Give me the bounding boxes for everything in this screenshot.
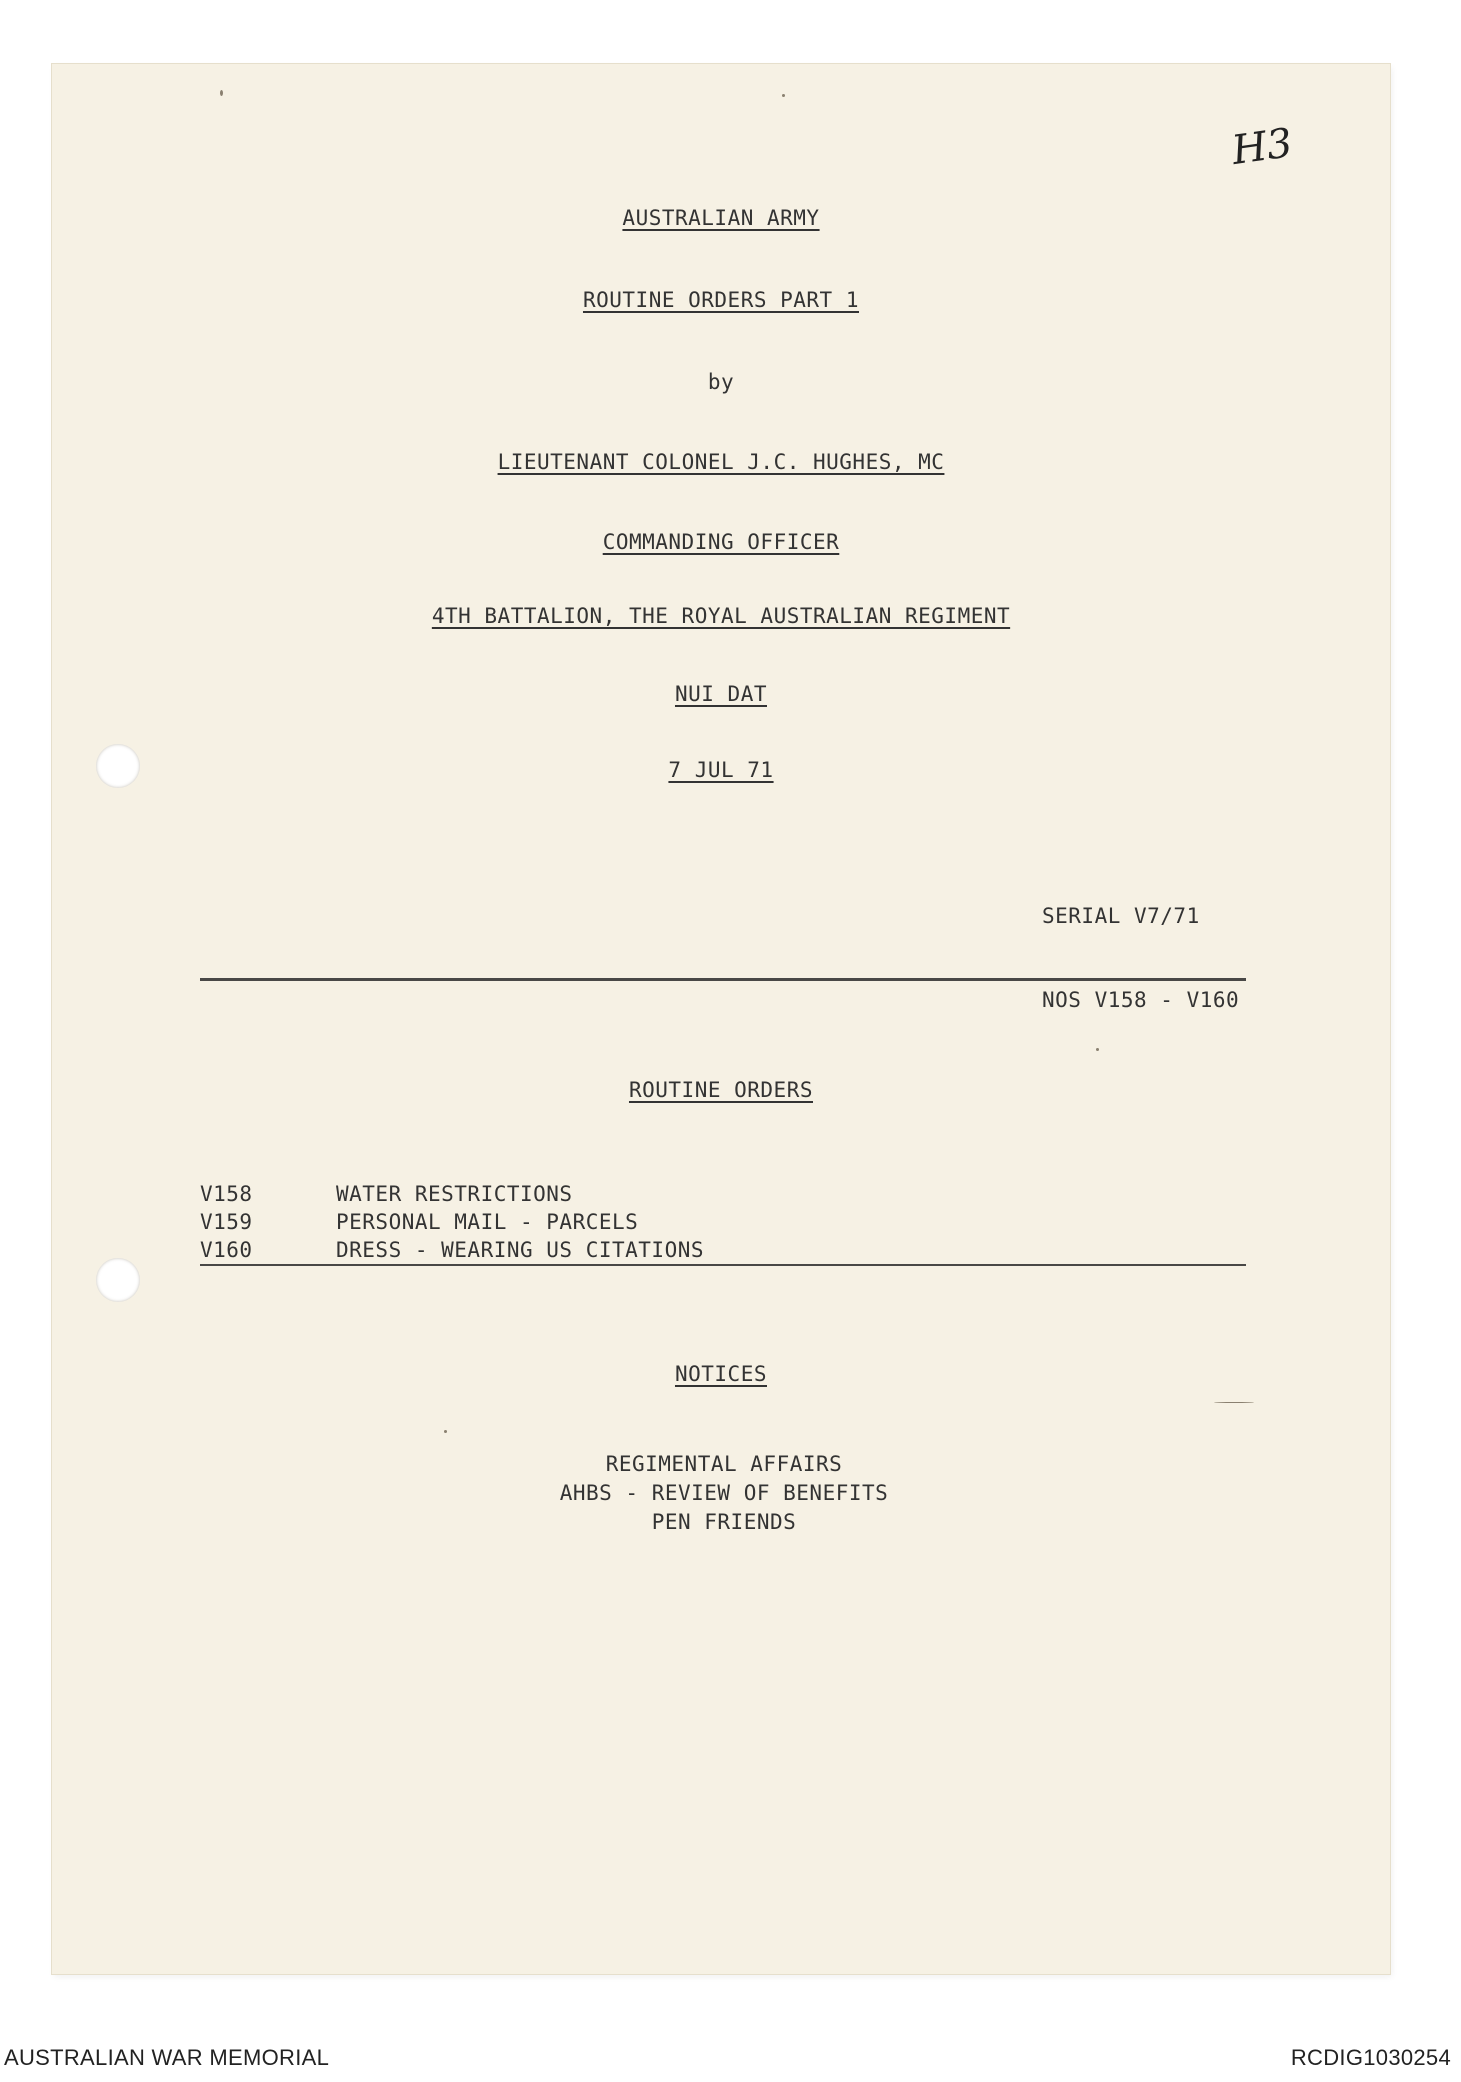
heading-army-text: AUSTRALIAN ARMY: [622, 206, 820, 230]
heading-line-location: [52, 682, 1390, 706]
notices-title: [52, 1362, 1390, 1386]
paper-speck: [220, 90, 223, 96]
notices-title-text: NOTICES: [674, 1362, 767, 1386]
order-number: V159: [200, 1210, 253, 1234]
archive-credit: AUSTRALIAN WAR MEMORIAL: [4, 2045, 330, 2070]
punch-hole-lower: [96, 1258, 140, 1302]
heading-line-date: [52, 758, 1390, 782]
paper-speck: [782, 94, 785, 97]
divider-rule-bottom: [200, 1264, 1246, 1266]
divider-rule-top: [200, 978, 1246, 981]
annotation-text: H3: [1229, 120, 1296, 174]
routine-orders-title: [52, 1078, 1390, 1102]
heading-location-text: NUI DAT: [674, 682, 767, 706]
heading-line-army: [52, 206, 1390, 230]
notice-item: REGIMENTAL AFFAIRS: [605, 1452, 843, 1476]
handwritten-annotation: [1229, 120, 1295, 174]
order-number: V158: [200, 1182, 253, 1206]
routine-orders-list: [200, 1180, 900, 1264]
notice-item: PEN FRIENDS: [651, 1510, 797, 1534]
routine-orders-title-text: ROUTINE ORDERS: [628, 1078, 813, 1102]
heading-by-text: by: [707, 370, 735, 394]
heading-appointment-text: COMMANDING OFFICER: [602, 530, 840, 554]
serial-block: [1042, 846, 1239, 1070]
heading-line-appointment: [52, 530, 1390, 554]
serial-number: SERIAL V7/71: [1042, 904, 1200, 928]
heading-unit-text: 4TH BATTALION, THE ROYAL AUSTRALIAN REGIMENT: [431, 604, 1011, 628]
order-number-range: NOS V158 - V160: [1042, 988, 1240, 1012]
notices-list: [52, 1450, 1390, 1537]
archive-reference-id: RCDIG1030254: [1290, 2045, 1451, 2070]
order-row: [200, 1208, 900, 1236]
paper-sheet: [52, 64, 1390, 1974]
heading-officer-name-text: LIEUTENANT COLONEL J.C. HUGHES, MC: [497, 450, 945, 474]
heading-date-text: 7 JUL 71: [668, 758, 774, 782]
order-number: V160: [200, 1238, 253, 1262]
order-subject: WATER RESTRICTIONS: [336, 1182, 573, 1206]
heading-line-routine-orders: [52, 288, 1390, 312]
heading-line-unit: [52, 604, 1390, 628]
heading-line-officer-name: [52, 450, 1390, 474]
heading-routine-orders-text: ROUTINE ORDERS PART 1: [582, 288, 859, 312]
order-row: [200, 1236, 900, 1264]
notice-item: AHBS - REVIEW OF BENEFITS: [559, 1481, 889, 1505]
paper-mark: [1214, 1402, 1254, 1403]
order-row: [200, 1180, 900, 1208]
order-subject: DRESS - WEARING US CITATIONS: [336, 1238, 705, 1262]
order-subject: PERSONAL MAIL - PARCELS: [336, 1210, 639, 1234]
paper-speck: [444, 1430, 447, 1433]
heading-line-by: [52, 370, 1390, 394]
